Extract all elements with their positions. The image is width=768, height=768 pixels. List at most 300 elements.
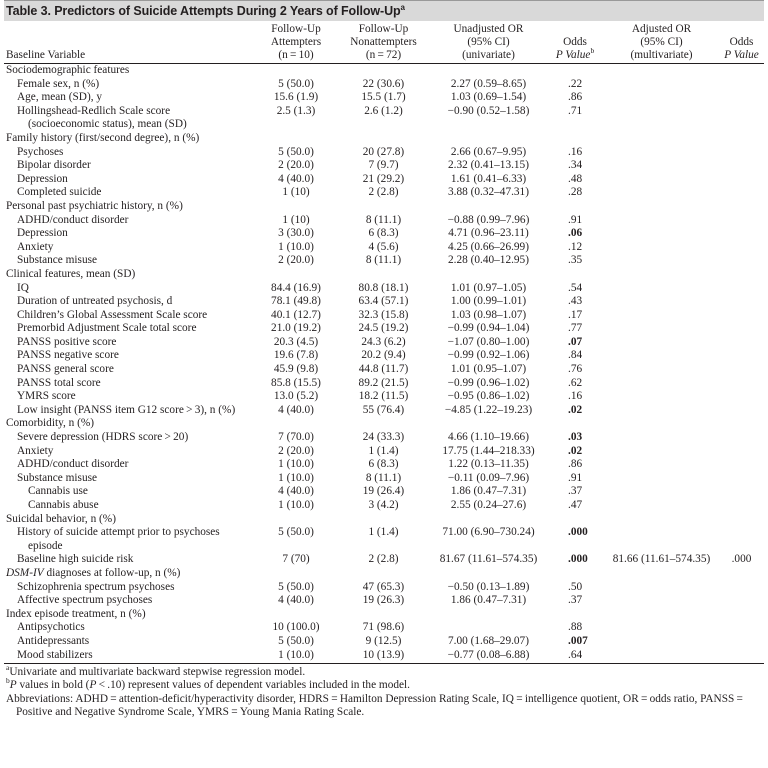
unadjusted-or-value — [431, 608, 546, 622]
adjusted-p-value: .000 — [731, 553, 752, 566]
nonattempters-value: 71 (98.6) — [362, 621, 405, 634]
attempters-value: 2 (20.0) — [278, 444, 314, 457]
adjusted-or-value — [604, 635, 719, 649]
odds-p-value: .16 — [568, 145, 583, 158]
adjusted-or-value — [604, 649, 719, 663]
unadjusted-or-value: −4.85 (1.22–19.23) — [444, 403, 533, 416]
table-header-row — [4, 21, 764, 64]
unadjusted-or-value — [431, 417, 546, 431]
adjusted-or-value — [604, 526, 719, 553]
odds-p-value: .22 — [568, 77, 583, 90]
unadjusted-or-value: 1.61 (0.41–6.33) — [450, 172, 527, 185]
adjusted-p-value — [719, 227, 764, 241]
unadjusted-or-value — [431, 132, 546, 146]
nonattempters-value — [336, 417, 431, 431]
nonattempters-value: 3 (4.2) — [368, 499, 399, 511]
row-label: Depression — [17, 227, 68, 240]
unadjusted-or-value: −0.99 (0.94–1.04) — [447, 322, 530, 335]
row-label: Comorbidity, n (%) — [6, 417, 95, 430]
table-row — [4, 431, 764, 445]
row-label: IQ — [17, 281, 29, 294]
adjusted-p-value — [719, 295, 764, 309]
table-row — [4, 105, 764, 132]
nonattempters-value: 80.8 (18.1) — [358, 281, 409, 294]
header-odds-p: Odds P Value$^b$ — [555, 36, 595, 61]
adjusted-p-value — [719, 200, 764, 214]
adjusted-or-value — [604, 431, 719, 445]
attempters-value — [256, 417, 336, 431]
adjusted-or-value — [604, 241, 719, 255]
header-baseline-variable: Baseline Variable — [6, 49, 86, 61]
table-document — [4, 0, 764, 719]
odds-p-value — [546, 200, 604, 214]
adjusted-p-value — [719, 214, 764, 228]
table-row — [4, 309, 764, 323]
adjusted-or-value — [604, 390, 719, 404]
table-row — [4, 186, 764, 200]
section-header-row — [4, 268, 764, 282]
attempters-value: 5 (50.0) — [278, 145, 314, 158]
odds-p-value: .71 — [568, 104, 583, 117]
row-label: Suicidal behavior, n (%) — [6, 512, 116, 525]
row-label: Completed suicide — [17, 186, 102, 199]
attempters-value: 5 (50.0) — [278, 634, 314, 647]
odds-p-value: .86 — [568, 458, 583, 471]
adjusted-or-value — [604, 349, 719, 363]
nonattempters-value — [336, 132, 431, 146]
attempters-value: 13.0 (5.2) — [273, 390, 319, 403]
row-label: Substance misuse — [17, 471, 98, 484]
row-label: ADHD/conduct disorder — [17, 458, 129, 471]
adjusted-p-value — [719, 105, 764, 132]
row-label: Mood stabilizers — [17, 648, 93, 661]
odds-p-value: .007 — [568, 634, 588, 647]
table-row — [4, 146, 764, 160]
odds-p-value: .000 — [568, 553, 588, 566]
adjusted-p-value — [719, 417, 764, 431]
nonattempters-value: 19 (26.4) — [362, 485, 405, 498]
nonattempters-value — [336, 608, 431, 622]
table-row — [4, 499, 764, 513]
nonattempters-value: 2.6 (1.2) — [364, 104, 403, 117]
row-label: Low insight (PANSS item G12 score > 3), n (%) — [17, 403, 236, 416]
table-row — [4, 159, 764, 173]
adjusted-p-value — [719, 608, 764, 622]
row-label: Substance misuse — [17, 254, 98, 267]
table-row — [4, 363, 764, 377]
adjusted-p-value — [719, 649, 764, 663]
adjusted-or-value — [604, 91, 719, 105]
adjusted-or-value — [604, 254, 719, 268]
adjusted-or-value — [604, 458, 719, 472]
adjusted-or-value — [604, 608, 719, 622]
adjusted-or-value — [604, 377, 719, 391]
unadjusted-or-value: −0.95 (0.86–1.02) — [447, 390, 530, 403]
odds-p-value: .64 — [568, 648, 583, 661]
odds-p-value: .000 — [568, 526, 588, 539]
table-footnotes — [4, 663, 764, 719]
adjusted-p-value — [719, 173, 764, 187]
unadjusted-or-value: 3.88 (0.32–47.31) — [448, 186, 529, 199]
footnote-a: $^a$Univariate and multivariate backward stepwise regression model. — [6, 663, 306, 679]
unadjusted-or-value: −0.90 (0.52–1.58) — [447, 104, 530, 117]
nonattempters-value: 10 (13.9) — [362, 648, 405, 661]
row-label: PANSS positive score — [17, 335, 117, 348]
unadjusted-or-value: 2.28 (0.40–12.95) — [448, 254, 529, 267]
unadjusted-or-value: 1.03 (0.69–1.54) — [450, 91, 527, 104]
attempters-value: 1 (10.0) — [278, 471, 314, 484]
attempters-value: 2 (20.0) — [278, 254, 314, 267]
attempters-value: 85.8 (15.5) — [271, 376, 321, 389]
adjusted-or-value — [604, 621, 719, 635]
table-row — [4, 173, 764, 187]
unadjusted-or-value — [431, 621, 546, 635]
adjusted-or-value — [604, 64, 719, 78]
row-label: Antipsychotics — [17, 621, 85, 634]
row-label: Anxiety — [17, 240, 54, 253]
adjusted-or-value — [604, 78, 719, 92]
nonattempters-value: 18.2 (11.5) — [358, 390, 409, 403]
odds-p-value: .62 — [568, 376, 583, 389]
nonattempters-value: 6 (8.3) — [368, 227, 399, 240]
attempters-value: 1 (10.0) — [278, 499, 314, 511]
nonattempters-value: 8 (11.1) — [365, 213, 402, 226]
unadjusted-or-value: 2.27 (0.59–8.65) — [450, 77, 527, 90]
adjusted-p-value — [719, 567, 764, 581]
adjusted-p-value — [719, 431, 764, 445]
adjusted-or-value — [604, 404, 719, 418]
row-label: Clinical features, mean (SD) — [6, 267, 136, 280]
adjusted-or-value — [604, 295, 719, 309]
adjusted-p-value — [719, 186, 764, 200]
adjusted-p-value — [719, 309, 764, 323]
row-label: Anxiety — [17, 444, 54, 457]
section-header-row — [4, 64, 764, 78]
unadjusted-or-value — [431, 64, 546, 78]
adjusted-or-value — [604, 132, 719, 146]
attempters-value: 7 (70.0) — [278, 431, 314, 444]
nonattempters-value: 20 (27.8) — [362, 145, 405, 158]
nonattempters-value: 19 (26.3) — [362, 594, 405, 607]
table-row — [4, 254, 764, 268]
odds-p-value: .86 — [568, 91, 583, 104]
header-unadjusted-or: Unadjusted OR (95% CI) (univariate) — [453, 23, 524, 61]
adjusted-or-value — [604, 472, 719, 486]
attempters-value: 3 (30.0) — [278, 227, 314, 240]
odds-p-value: .48 — [568, 172, 583, 185]
nonattempters-value: 7 (9.7) — [368, 159, 399, 172]
attempters-value: 20.3 (4.5) — [273, 335, 319, 348]
row-label: PANSS general score — [17, 363, 114, 376]
adjusted-p-value — [719, 159, 764, 173]
row-label: Index episode treatment, n (%) — [6, 607, 146, 620]
row-label: History of suicide attempt prior to psychoses episode — [17, 526, 220, 552]
table-row — [4, 241, 764, 255]
nonattempters-value: 55 (76.4) — [362, 403, 405, 416]
table-row — [4, 635, 764, 649]
section-header-row — [4, 513, 764, 527]
nonattempters-value — [336, 268, 431, 282]
table-row — [4, 485, 764, 499]
nonattempters-value: 6 (8.3) — [368, 458, 399, 471]
unadjusted-or-value: 71.00 (6.90–730.24) — [442, 526, 535, 539]
row-label: Psychoses — [17, 145, 64, 158]
nonattempters-value: 20.2 (9.4) — [361, 349, 406, 362]
nonattempters-value: 9 (12.5) — [365, 634, 402, 647]
adjusted-p-value — [719, 526, 764, 553]
nonattempters-value: 8 (11.1) — [365, 471, 402, 484]
odds-p-value: .06 — [568, 227, 583, 240]
odds-p-value: .91 — [568, 213, 583, 226]
attempters-value: 1 (10) — [282, 213, 310, 226]
attempters-value: 5 (50.0) — [278, 526, 314, 539]
table-row — [4, 295, 764, 309]
adjusted-or-value — [604, 159, 719, 173]
predictors-table — [4, 21, 764, 662]
adjusted-p-value — [719, 349, 764, 363]
unadjusted-or-value: 1.00 (0.99–1.01) — [450, 295, 527, 308]
adjusted-or-value — [604, 322, 719, 336]
adjusted-p-value — [719, 132, 764, 146]
table-row — [4, 282, 764, 296]
unadjusted-or-value — [431, 200, 546, 214]
adjusted-or-value — [604, 173, 719, 187]
nonattempters-value: 47 (65.3) — [362, 580, 405, 593]
attempters-value: 4 (40.0) — [278, 594, 314, 607]
attempters-value — [256, 567, 336, 581]
row-label: Female sex, n (%) — [17, 77, 100, 90]
adjusted-p-value — [719, 78, 764, 92]
adjusted-or-value — [604, 200, 719, 214]
odds-p-value: .28 — [568, 186, 583, 199]
unadjusted-or-value: 1.86 (0.47–7.31) — [450, 594, 527, 607]
odds-p-value — [546, 417, 604, 431]
attempters-value: 1 (10.0) — [278, 648, 314, 661]
row-label: ADHD/conduct disorder — [17, 213, 129, 226]
attempters-value: 4 (40.0) — [278, 403, 314, 416]
unadjusted-or-value — [431, 268, 546, 282]
adjusted-p-value — [719, 499, 764, 513]
adjusted-or-value — [604, 268, 719, 282]
adjusted-or-value — [604, 227, 719, 241]
attempters-value: 45.9 (9.8) — [273, 363, 319, 376]
odds-p-value — [546, 64, 604, 78]
header-adjusted-or: Adjusted OR (95% CI) (multivariate) — [630, 23, 693, 61]
nonattempters-value: 89.2 (21.5) — [358, 376, 409, 389]
attempters-value — [256, 132, 336, 146]
unadjusted-or-value: 7.00 (1.68–29.07) — [448, 634, 529, 647]
adjusted-p-value — [719, 458, 764, 472]
adjusted-p-value — [719, 472, 764, 486]
unadjusted-or-value: 1.01 (0.97–1.05) — [450, 281, 527, 294]
odds-p-value: .84 — [568, 349, 583, 362]
nonattempters-value: 22 (30.6) — [362, 77, 405, 90]
nonattempters-value: 8 (11.1) — [365, 254, 402, 267]
attempters-value — [256, 200, 336, 214]
table-title: Table 3. Predictors of Suicide Attempts During 2 Years of Follow-Up$^a$ — [4, 0, 764, 21]
adjusted-p-value — [719, 621, 764, 635]
adjusted-p-value — [719, 254, 764, 268]
attempters-value: 1 (10.0) — [278, 458, 314, 471]
table-row — [4, 390, 764, 404]
adjusted-p-value — [719, 635, 764, 649]
unadjusted-or-value: 1.86 (0.47–7.31) — [450, 485, 527, 498]
odds-p-value: .12 — [568, 240, 583, 253]
table-row — [4, 621, 764, 635]
section-header-row — [4, 417, 764, 431]
table-row — [4, 91, 764, 105]
attempters-value: 19.6 (7.8) — [273, 349, 319, 362]
odds-p-value: .50 — [568, 580, 583, 593]
attempters-value: 40.1 (12.7) — [271, 308, 321, 321]
attempters-value — [256, 513, 336, 527]
unadjusted-or-value: −0.99 (0.96–1.02) — [447, 376, 530, 389]
odds-p-value: .02 — [568, 444, 583, 457]
attempters-value: 84.4 (16.9) — [271, 281, 321, 294]
unadjusted-or-value: 4.71 (0.96–23.11) — [448, 227, 529, 240]
attempters-value: 5 (50.0) — [278, 77, 314, 90]
nonattempters-value — [336, 200, 431, 214]
nonattempters-value: 21 (29.2) — [362, 172, 405, 185]
attempters-value — [256, 64, 336, 78]
adjusted-or-value — [604, 309, 719, 323]
nonattempters-value: 63.4 (57.1) — [358, 295, 409, 308]
odds-p-value: .07 — [568, 335, 583, 348]
nonattempters-value: 24.5 (19.2) — [358, 322, 409, 335]
odds-p-value: .43 — [568, 295, 583, 308]
adjusted-or-value — [604, 417, 719, 431]
adjusted-or-value — [604, 485, 719, 499]
row-label: PANSS negative score — [17, 349, 119, 362]
odds-p-value: .34 — [568, 159, 583, 172]
odds-p-value: .77 — [568, 322, 583, 335]
table-row — [4, 553, 764, 567]
row-label: Severe depression (HDRS score > 20) — [17, 431, 189, 444]
adjusted-p-value — [719, 336, 764, 350]
nonattempters-value — [336, 64, 431, 78]
table-row — [4, 649, 764, 663]
adjusted-p-value — [719, 485, 764, 499]
odds-p-value — [546, 567, 604, 581]
adjusted-p-value — [719, 322, 764, 336]
unadjusted-or-value: 1.01 (0.95–1.07) — [450, 363, 527, 376]
section-header-row — [4, 608, 764, 622]
adjusted-or-value — [604, 363, 719, 377]
unadjusted-or-value: 4.25 (0.66–26.99) — [448, 240, 529, 253]
unadjusted-or-value — [431, 567, 546, 581]
nonattempters-value: 2 (2.8) — [368, 186, 399, 199]
nonattempters-value: 1 (1.4) — [368, 526, 399, 539]
odds-p-value — [546, 268, 604, 282]
table-row — [4, 214, 764, 228]
unadjusted-or-value: 17.75 (1.44–218.33) — [442, 444, 535, 457]
header-attempters: Follow-Up Attempters (n = 10) — [270, 23, 322, 61]
adjusted-or-value — [604, 336, 719, 350]
row-label: Cannabis use — [28, 485, 88, 498]
unadjusted-or-value — [431, 513, 546, 527]
odds-p-value: .76 — [568, 363, 583, 376]
odds-p-value: .88 — [568, 621, 583, 634]
adjusted-or-value: 81.66 (11.61–574.35) — [612, 553, 711, 566]
adjusted-or-value — [604, 581, 719, 595]
footnote-b: $^b$P values in bold (P < .10) represent values of dependent variables included in the model. — [6, 676, 410, 692]
adjusted-p-value — [719, 241, 764, 255]
table-row — [4, 594, 764, 608]
header-odds-p-adjusted: Odds P Value — [724, 36, 759, 61]
adjusted-p-value — [719, 445, 764, 459]
adjusted-p-value — [719, 390, 764, 404]
attempters-value: 1 (10) — [282, 186, 310, 199]
odds-p-value: .02 — [568, 403, 583, 416]
row-label: Sociodemographic features — [6, 64, 130, 76]
attempters-value: 21.0 (19.2) — [271, 322, 321, 335]
attempters-value: 7 (70) — [282, 553, 310, 566]
adjusted-p-value — [719, 282, 764, 296]
row-label: Baseline high suicide risk — [17, 553, 134, 566]
table-row — [4, 472, 764, 486]
odds-p-value: .17 — [568, 308, 583, 321]
adjusted-or-value — [604, 567, 719, 581]
row-label: Age, mean (SD), y — [17, 91, 103, 104]
adjusted-or-value — [604, 214, 719, 228]
adjusted-p-value — [719, 581, 764, 595]
attempters-value: 15.6 (1.9) — [273, 91, 319, 104]
adjusted-p-value — [719, 268, 764, 282]
unadjusted-or-value: −0.11 (0.09–7.96) — [447, 471, 530, 484]
attempters-value: 2 (20.0) — [278, 159, 314, 172]
unadjusted-or-value: 2.32 (0.41–13.15) — [448, 159, 529, 172]
odds-p-value: .03 — [568, 431, 583, 444]
row-label: Bipolar disorder — [17, 159, 91, 172]
attempters-value: 4 (40.0) — [278, 485, 314, 498]
unadjusted-or-value: −0.99 (0.92–1.06) — [447, 349, 530, 362]
adjusted-or-value — [604, 499, 719, 513]
adjusted-p-value — [719, 363, 764, 377]
nonattempters-value: 2 (2.8) — [368, 553, 399, 566]
footnote-abbreviations: Abbreviations: ADHD = attention-deficit/hyperactivity disorder, HDRS = Hamilton Depression Rating Scale, IQ = intelligence quotient, OR = odds ratio, PANSS = Positive and Negative Syndrome Scale, YMRS = Young Mania Rating Scale. — [6, 692, 746, 718]
adjusted-or-value — [604, 186, 719, 200]
unadjusted-or-value: 1.22 (0.13–11.35) — [448, 458, 529, 471]
odds-p-value: .47 — [568, 499, 583, 511]
adjusted-p-value — [719, 594, 764, 608]
row-label: Premorbid Adjustment Scale total score — [17, 322, 197, 335]
row-label: Schizophrenia spectrum psychoses — [17, 580, 175, 593]
section-header-row — [4, 567, 764, 581]
table-row — [4, 458, 764, 472]
table-row — [4, 227, 764, 241]
adjusted-p-value — [719, 91, 764, 105]
nonattempters-value: 24 (33.3) — [362, 431, 405, 444]
row-label: DSM-IV diagnoses at follow-up, n (%) — [6, 566, 181, 579]
odds-p-value: .16 — [568, 390, 583, 403]
adjusted-or-value — [604, 146, 719, 160]
row-label: Hollingshead-Redlich Scale score (socioeconomic status), mean (SD) — [17, 104, 187, 131]
nonattempters-value — [336, 513, 431, 527]
odds-p-value: .37 — [568, 594, 583, 607]
attempters-value — [256, 608, 336, 622]
attempters-value: 5 (50.0) — [278, 580, 314, 593]
odds-p-value: .91 — [568, 471, 583, 484]
row-label: YMRS score — [17, 390, 76, 403]
unadjusted-or-value: 2.66 (0.67–9.95) — [450, 145, 527, 158]
table-row — [4, 322, 764, 336]
nonattempters-value: 15.5 (1.7) — [361, 91, 406, 104]
row-label: Children’s Global Assessment Scale score — [17, 308, 208, 321]
table-row — [4, 377, 764, 391]
nonattempters-value: 1 (1.4) — [368, 444, 399, 457]
row-label: Personal past psychiatric history, n (%) — [6, 199, 183, 212]
nonattempters-value: 24.3 (6.2) — [361, 335, 406, 348]
